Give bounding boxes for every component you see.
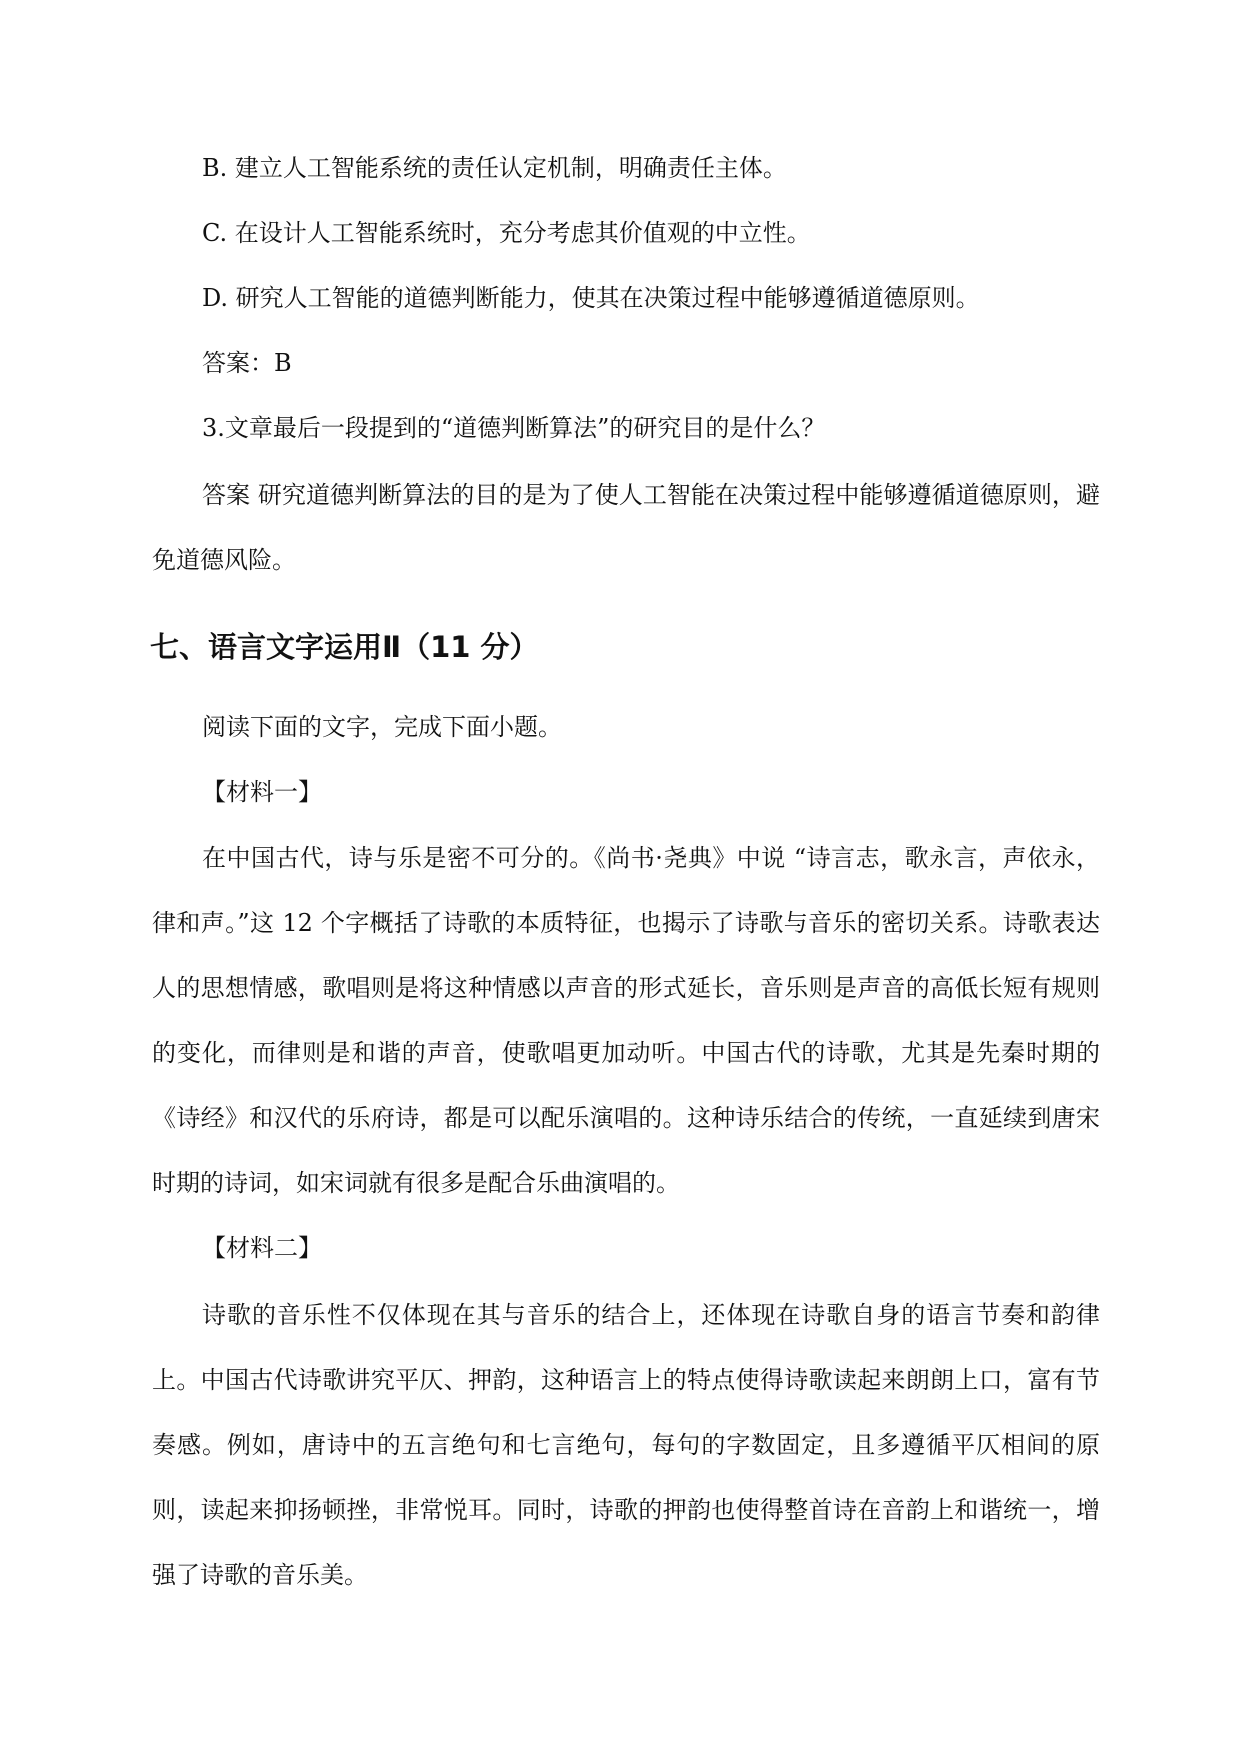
option-c: C. 在设计人工智能系统时，充分考虑其价值观的中立性。 <box>202 219 811 247</box>
option-b: B. 建立人工智能系统的责任认定机制，明确责任主体。 <box>202 154 787 182</box>
material-1-label: 【材料一】 <box>202 778 322 806</box>
section-heading: 七、语言文字运用Ⅱ（11 分） <box>150 630 539 664</box>
material-2-text: 诗歌的音乐性不仅体现在其与音乐的结合上，还体现在诗歌自身的语言节奏和韵律上。中国古代诗歌讲究平仄、押韵，这种语言上的特点使得诗歌读起来朗朗上口，富有节奏感。例如，唐诗中的五言绝句和七言绝句，每句的字数固定，且多遵循平仄相间的原则，读起来抑扬顿挫，非常悦耳。同时，诗歌的押韵也使得整首诗在音韵上和谐统一，增强了诗歌的音乐美。 <box>152 1301 1100 1589</box>
answer-question-3: 答案 研究道德判断算法的目的是为了使人工智能在决策过程中能够遵循道德原则，避免道德风险。 <box>152 481 1100 574</box>
material-1-text: 在中国古代，诗与乐是密不可分的。《尚书·尧典》中说 “诗言志，歌永言，声依永，律和声。”这 12 个字概括了诗歌的本质特征，也揭示了诗歌与音乐的密切关系。诗歌表达人的思想情感，歌唱则是将这种情感以声音的形式延长，音乐则是声音的高低长短有规则的变化，而律则是和谐的声音，使歌唱更加动听。中国古代的诗歌，尤其是先秦时期的《诗经》和汉代的乐府诗，都是可以配乐演唱的。这种诗乐结合的传统，一直延续到唐宋时期的诗词，如宋词就有很多是配合乐曲演唱的。 <box>152 844 1100 1197</box>
instruction-text: 阅读下面的文字，完成下面小题。 <box>202 713 562 741</box>
answer-question-2: 答案：B <box>202 349 292 377</box>
material-2-label: 【材料二】 <box>202 1234 322 1262</box>
question-3: 3.文章最后一段提到的“道德判断算法”的研究目的是什么？ <box>202 414 826 442</box>
option-d: D. 研究人工智能的道德判断能力，使其在决策过程中能够遵循道德原则。 <box>202 284 980 312</box>
